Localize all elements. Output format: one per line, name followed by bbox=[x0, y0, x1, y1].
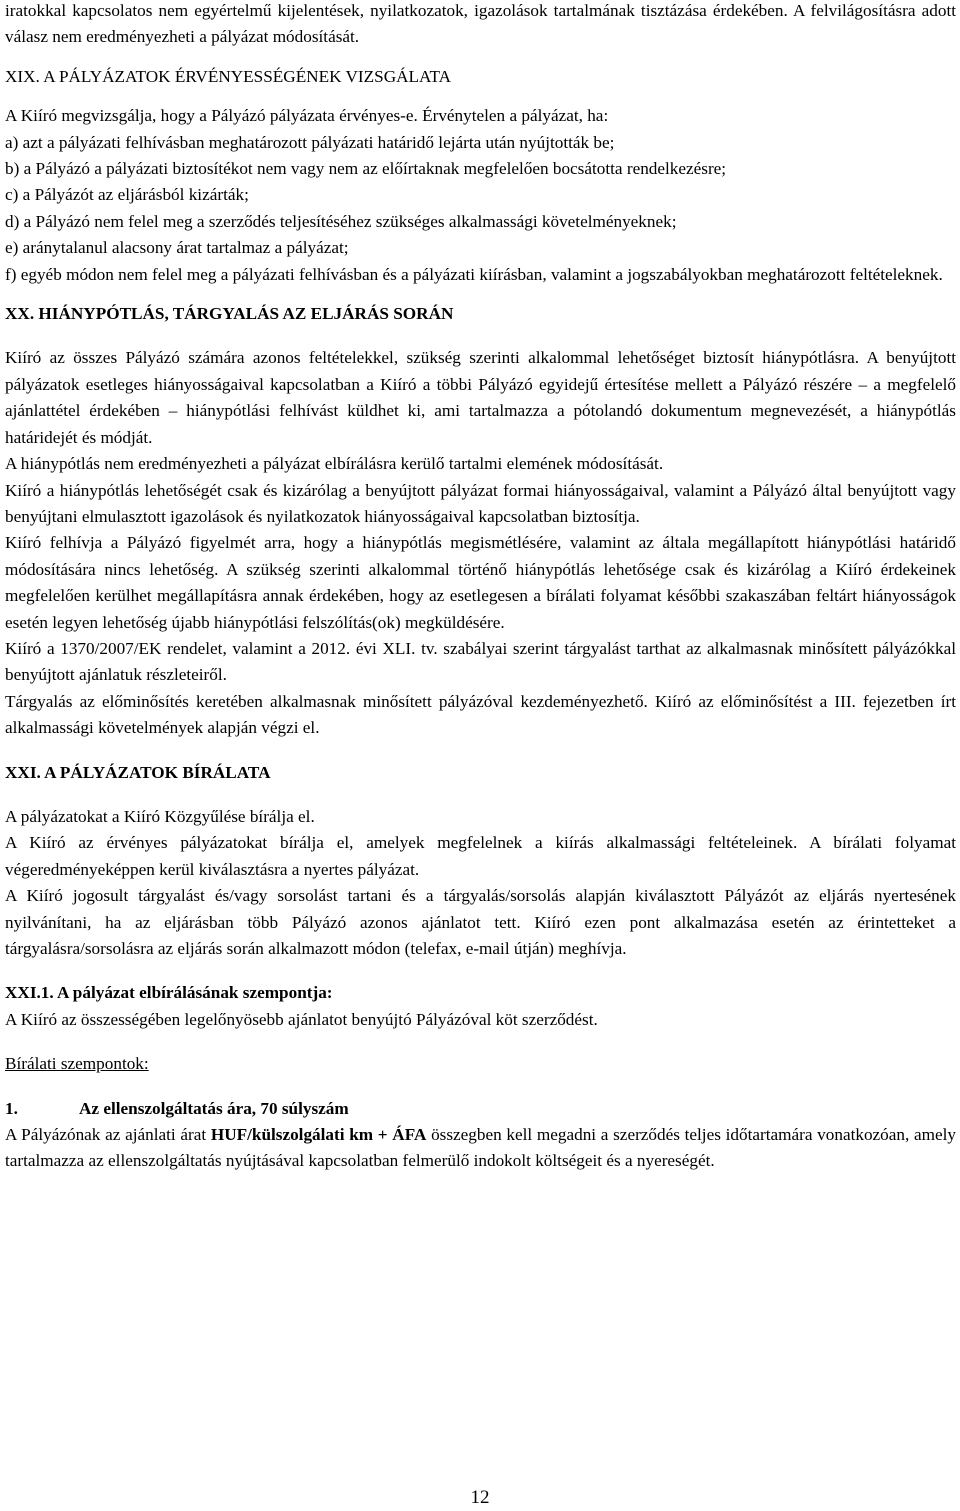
section-21-heading: XXI. A PÁLYÁZATOK BÍRÁLATA bbox=[5, 762, 271, 782]
section-19-lead: A Kiíró megvizsgálja, hogy a Pályázó pályázata érvényes-e. Érvénytelen a pályázat, ha: bbox=[5, 106, 609, 126]
criterion-heading bbox=[5, 1096, 956, 1122]
section-20-paragraph: Tárgyalás az előminősítés keretében alkalmasnak minősített pályázóval kezdeményezhető. Kiíró az előminősítést a III. fejezetben írt alkalmassági követelmények alapján végzi el. bbox=[5, 691, 956, 738]
list-item: a) azt a pályázati felhívásban meghatározott pályázati határidő lejárta után nyújtották be; bbox=[5, 132, 615, 152]
section-20-paragraph: Kiíró felhívja a Pályázó figyelmét arra, hogy a hiánypótlás megismétlésére, valamint az általa megállapított hiánypótlási határidő módosítására nincs lehetőség. A szükség szerinti alkalommal történő hiánypótlás lehetősége csak és kizárólag a Kiíró érdekeinek megfelelően kerülhet megállapításra annak érdekében, hogy az esetlegesen a bírálati folyamat későbbi szakaszában feltárt hiányosságok esetén legyen lehetőség újabb hiánypótlási felszólítás(ok) megküldésére. bbox=[5, 533, 956, 632]
criterion-number: 1. bbox=[5, 1098, 18, 1118]
list-item: d) a Pályázó nem felel meg a szerződés teljesítéséhez szükséges alkalmassági követelményeknek; bbox=[5, 211, 677, 231]
section-20-paragraph: Kiíró az összes Pályázó számára azonos feltételekkel, szükség szerinti alkalommal lehetőséget biztosít hiánypótlásra. A benyújtott pályázatok esetleges hiányosságaival kapcsolatban a Kiíró a többi Pályázó egyidejű értesítése mellett a Pályázó részére – a megfelelő ajánlattétel érdekében – hiánypótlási felhívást küldhet ki, ami tartalmazza a pótolandó dokumentum megnevezését, a hiánypótlás határidejét és módját. bbox=[5, 348, 956, 447]
section-21-paragraph: A Kiíró jogosult tárgyalást és/vagy sorsolást tartani és a tárgyalás/sorsolás alapján kiválasztott Pályázót az eljárás nyertesének nyilvánítani, ha az eljárásban több Pályázó azonos ajánlatot tett. Kiíró ezen pont alkalmazása esetén az érintetteket a tárgyalásra/sorsolásra az eljárás során alkalmazott módon (telefax, e-mail útján) meghívja. bbox=[5, 886, 956, 958]
section-21-1-text: A Kiíró az összességében legelőnyösebb ajánlatot benyújtó Pályázóval köt szerződést. bbox=[5, 1009, 598, 1029]
section-21-paragraph: A pályázatokat a Kiíró Közgyűlése bírálja el. bbox=[5, 806, 315, 826]
page-number: 12 bbox=[470, 1487, 490, 1508]
section-20-paragraph: Kiíró a 1370/2007/EK rendelet, valamint a 2012. évi XLI. tv. szabályai szerint tárgyalást tarthat az alkalmasnak minősített pályázókkal benyújtott ajánlatuk részleteiről. bbox=[5, 638, 956, 685]
list-item: b) a Pályázó a pályázati biztosítékot nem vagy nem az előírtaknak megfelelően bocsátotta rendelkezésre; bbox=[5, 159, 727, 179]
price-unit: HUF/külszolgálati km + ÁFA bbox=[210, 1125, 427, 1145]
criterion-title: Az ellenszolgáltatás ára, 70 súlyszám bbox=[79, 1098, 349, 1118]
list-item: c) a Pályázót az eljárásból kizárták; bbox=[5, 185, 249, 205]
invalidity-list bbox=[5, 130, 956, 288]
section-21-paragraph: A Kiíró az érvényes pályázatokat bírálja el, amelyek megfelelnek a kiírás alkalmassági feltételeinek. A bírálati folyamat végeredményeképpen kerül kiválasztásra a nyertes pályázat. bbox=[5, 833, 956, 879]
section-20-paragraph: Kiíró a hiánypótlás lehetőségét csak és kizárólag a benyújtott pályázat formai hiányosságaival, valamint a Pályázó által benyújtott vagy benyújtani elmulasztott igazolások és nyilatkozatok hiányosságaival kapcsolatban biztosítja. bbox=[5, 480, 956, 526]
section-20-paragraph: A hiánypótlás nem eredményezheti a pályázat elbírálásra kerülő tartalmi elemének módosítását. bbox=[5, 454, 664, 474]
section-21-1-heading: XXI.1. A pályázat elbírálásának szempontja: bbox=[5, 983, 333, 1003]
criteria-label: Bírálati szempontok: bbox=[5, 1054, 149, 1074]
section-19-heading: XIX. A PÁLYÁZATOK ÉRVÉNYESSÉGÉNEK VIZSGÁLATA bbox=[5, 66, 452, 86]
section-20-heading: XX. HIÁNYPÓTLÁS, TÁRGYALÁS AZ ELJÁRÁS SORÁN bbox=[5, 304, 454, 324]
criterion-text: A Pályázónak az ajánlati árat HUF/külszolgálati km + ÁFA összegben kell megadni a szerződés teljes időtartamára vonatkozóan, amely tartalmazza az ellenszolgáltatás nyújtásával kapcsolatban felmerülő indokolt költségeit és a nyereségét. bbox=[5, 1125, 956, 1171]
intro-continuation: iratokkal kapcsolatos nem egyértelmű kijelentések, nyilatkozatok, igazolások tartalmának tisztázása érdekében. A felvilágosításra adott válasz nem eredményezheti a pályázat módosítását. bbox=[5, 1, 956, 47]
list-item: f) egyéb módon nem felel meg a pályázati felhívásban és a pályázati kiírásban, valamint a jogszabályokban meghatározott feltételeknek. bbox=[5, 264, 943, 284]
list-item: e) aránytalanul alacsony árat tartalmaz a pályázat; bbox=[5, 238, 349, 258]
document-page bbox=[5, 0, 956, 1175]
